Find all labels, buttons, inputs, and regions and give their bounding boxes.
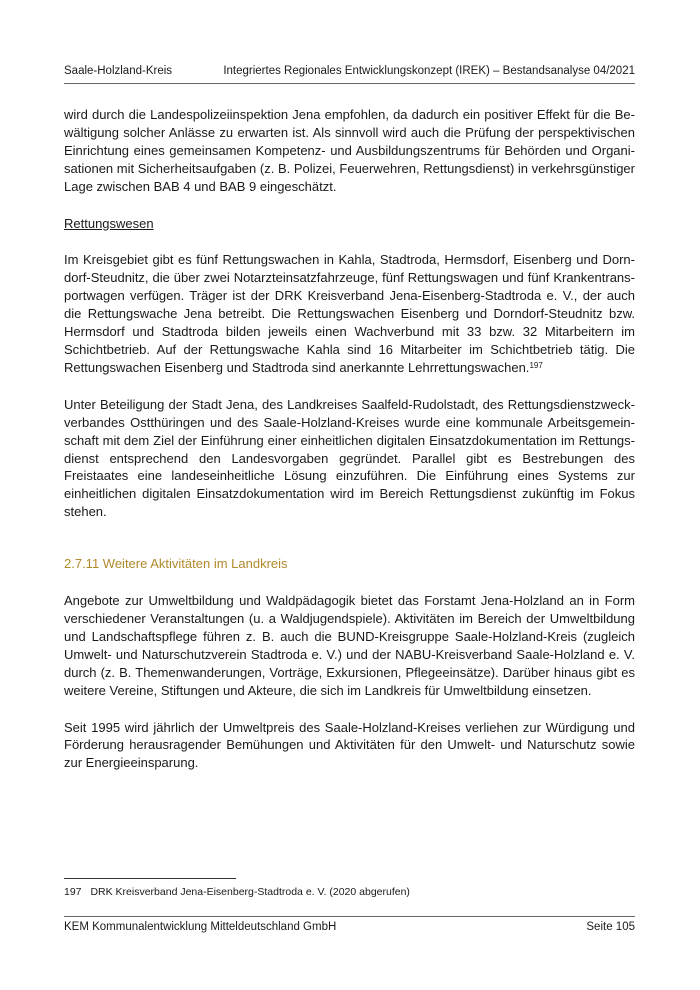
rettungswesen-heading: Rettungswesen (64, 215, 154, 231)
aktivitaeten-paragraph-1: Angebote zur Umweltbildung und Waldpädagogik bietet das Forstamt Jena-Holzland an in Form verschiedener Veranstaltungen (u. a Waldjugendspiele). Aktivitäten im Bereich der Umweltbildung und Landschaftspflege führen z. B. auch die BUND-Kreisgruppe Saale-Holzland-Kreis (zugleich Umwelt- und Naturschutzverein Stadtroda e. V.) und der NABU-Kreisverband Saale-Holzland e. V. durch (z. B. Themenwanderungen, Vorträge, Exkursionen, Pflegeeinsätze). Darüber hinaus gibt es weitere Vereine, Stiftungen und Akteure, die sich im Landkreis für Umweltbildung einsetzen. (64, 593, 635, 698)
footnote-text: DRK Kreisverband Jena-Eisenberg-Stadtroda e. V. (2020 abgerufen) (90, 886, 410, 898)
footnote-number: 197 (64, 886, 82, 898)
footer-company: KEM Kommunalentwicklung Mitteldeutschland GmbH (64, 921, 337, 933)
intro-paragraph: wird durch die Landespolizeiinspektion Jena empfohlen, da dadurch ein positiver Effekt für die Bewältigung solcher Anlässe zu erwarten ist. Als sinnvoll wird auch die Prüfung der perspektivischen Einrichtung eines gemeinsamen Kompetenz- und Ausbildungszentrums für Behörden und Organisationen mit Sicherheitsaufgaben (z. B. Polizei, Feuerwehren, Rettungsdienst) in verkehrsgünstiger Lage zwischen BAB 4 und BAB 9 eingeschätzt. (64, 107, 635, 194)
rettungswesen-paragraph-1-text: Im Kreisgebiet gibt es fünf Rettungswachen in Kahla, Stadtroda, Hermsdorf, Eisenberg und Dorndorf-Steudnitz, die über zwei Notarzteinsatzfahrzeuge, fünf Rettungswagen und fünf Krankentransportwagen verfügen. Träger ist der DRK Kreisverband Jena-Eisenberg-Stadtroda e. V., der auch die Rettungswache Jena betreibt. Die Rettungswachen Eisenberg und Dorndorf-Steudnitz bzw. Hermsdorf und Stadtroda bilden jeweils einen Wachverbund mit 33 bzw. 32 Mitarbeitern im Schichtbetrieb. Auf der Rettungswache Kahla sind 16 Mitarbeiter im Schichtbetrieb tätig. Die Rettungswachen Eisenberg und Stadtroda sind anerkannte Lehrrettungswachen. (64, 252, 635, 375)
header-district: Saale-Holzland-Kreis (64, 65, 173, 77)
page-body (64, 106, 635, 791)
section-heading: 2.7.11 Weitere Aktivitäten im Landkreis (64, 556, 288, 572)
rettungswesen-paragraph-2: Unter Beteiligung der Stadt Jena, des Landkreises Saalfeld-Rudolstadt, des Rettungsdienstzweckverbandes Ostthüringen und des Saale-Holzland-Kreises wurde eine kommunale Arbeitsgemeinschaft mit dem Ziel der Einführung einer einheitlichen digitalen Einsatzdokumentation im Rettungsdienst entsprechend den Landesvorgaben gegründet. Parallel gibt es Bestrebungen des Freistaates eine landeseinheitliche Lösung einzuführen. Die Einführung eines Systems zur einheitlichen digitalen Einsatzdokumentation wird im Bereich Rettungsdienst zukünftig im Fokus stehen. (64, 396, 635, 520)
page-footer (64, 916, 635, 939)
footnote-divider (64, 878, 236, 879)
footnote (64, 886, 410, 898)
aktivitaeten-paragraph-2: Seit 1995 wird jährlich der Umweltpreis des Saale-Holzland-Kreises verliehen zur Würdigung und Förderung herausragender Bemühungen und Aktivitäten für den Umwelt- und Naturschutz sowie zur Energieeinsparung. (64, 719, 635, 771)
page-header (64, 63, 635, 84)
footnote-reference[interactable]: 197 (529, 360, 543, 370)
rettungswesen-paragraph-1 (64, 251, 635, 376)
footer-page-number: Seite 105 (586, 921, 635, 933)
header-document-title: Integriertes Regionales Entwicklungskonzept (IREK) – Bestandsanalyse 04/2021 (223, 65, 635, 77)
